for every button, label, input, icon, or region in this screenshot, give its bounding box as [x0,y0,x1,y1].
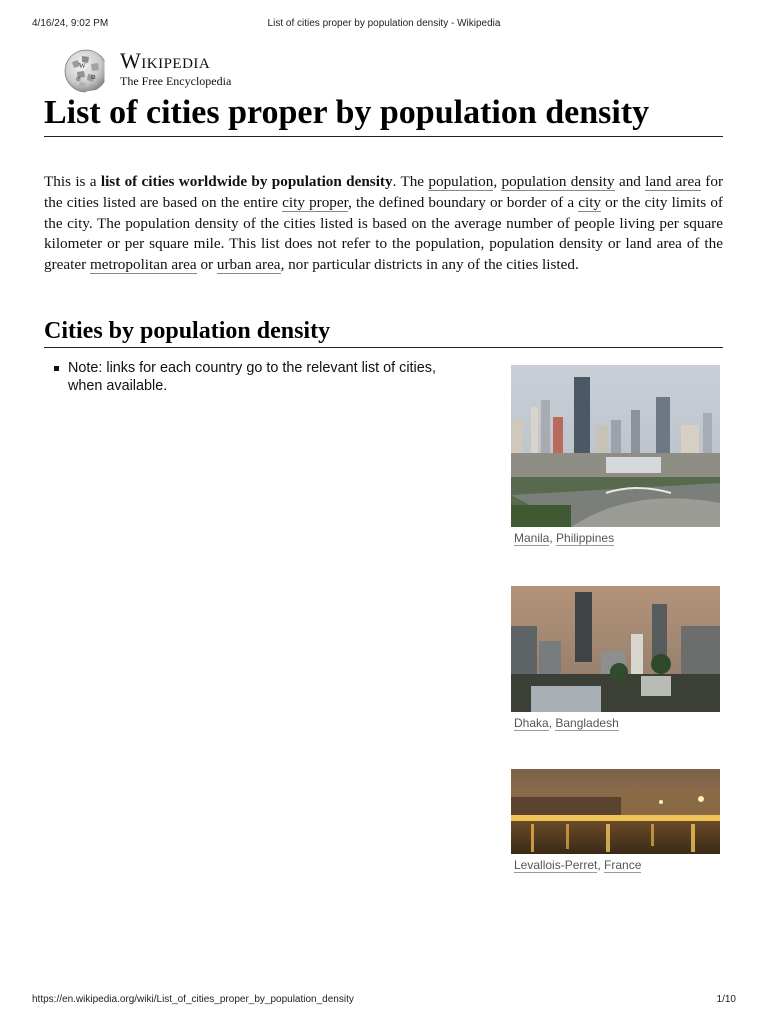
figure-caption [514,531,720,546]
intro-bold: list of cities worldwide by population density [100,173,393,190]
wikipedia-logo[interactable] [62,46,252,94]
link-population[interactable]: population [428,173,494,190]
caption-link-country[interactable]: France [604,858,642,872]
caption-link-country[interactable]: Philippines [556,531,615,545]
print-date: 4/16/24, 9:02 PM [32,18,109,29]
page-title: List of cities proper by population density [44,92,723,137]
section-heading: Cities by population density [44,316,723,348]
svg-text:Ω: Ω [91,75,96,81]
intro-text: , [493,173,502,190]
manila-photo[interactable] [511,365,720,527]
levallois-perret-photo[interactable] [511,769,720,854]
print-footer [32,994,736,1008]
link-land-area[interactable]: land area [645,173,701,190]
caption-sep: , [597,858,605,872]
intro-text: and [614,173,646,190]
note-text: Note: links for each country go to the relevant list of cities, when available. [68,360,436,394]
bullet-icon [54,366,59,371]
print-page-number: 1/10 [716,994,736,1005]
figure-caption [514,858,720,873]
link-population-density[interactable]: population density [501,173,615,190]
intro-text: . The [392,173,429,190]
caption-sep: , [549,531,557,545]
intro-text: for the cities listed are based on the entire [44,173,723,211]
caption-link-city[interactable]: Manila [514,531,550,545]
caption-sep: , [548,716,556,730]
link-city-proper[interactable]: city proper [282,193,349,211]
wordmark [120,50,231,88]
link-urban-area[interactable]: urban area [216,256,281,274]
svg-text:W: W [79,62,86,70]
figure-dhaka [511,586,720,731]
wordmark-text: Wikipedia [120,48,211,73]
intro-text: This is a [44,173,101,190]
intro-text: , the defined boundary or border of a [348,193,579,211]
link-city[interactable]: city [578,193,602,211]
note-list-item [68,359,468,395]
dhaka-photo[interactable] [511,586,720,712]
svg-text:維: 維 [76,78,82,83]
wikipedia-globe-icon [62,46,110,94]
link-metropolitan-area[interactable]: metropolitan area [89,256,197,274]
caption-link-country[interactable]: Bangladesh [555,716,619,730]
print-url: https://en.wikipedia.org/wiki/List_of_cities_proper_by_population_density [32,994,354,1005]
caption-link-city[interactable]: Dhaka [514,716,549,730]
caption-link-city[interactable]: Levallois-Perret [514,858,598,872]
print-page-title: List of cities proper by population density - Wikipedia [267,18,501,29]
figure-levallois-perret [511,769,720,873]
intro-text: , nor particular districts in any of the cities listed. [280,256,579,274]
intro-text: or [196,256,217,274]
tagline: The Free Encyclopedia [120,74,232,88]
figure-caption [514,716,720,731]
print-header [32,18,736,32]
figure-manila [511,365,720,546]
intro-paragraph [44,172,723,276]
intro-text: or the city limits of the city. The population density of the cities listed is based on the average number of people living per square kilometer or per square mile. This list does not refer to the population, population density or land area of the greater [44,193,723,274]
